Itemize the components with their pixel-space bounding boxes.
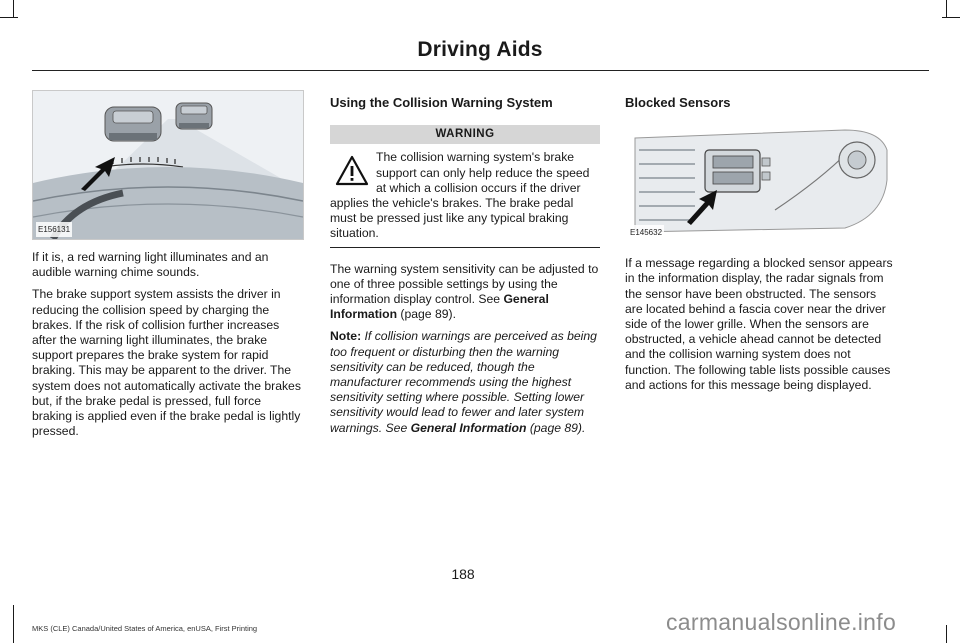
cross-reference-link[interactable]: General Information bbox=[330, 292, 549, 322]
figure-code: E145632 bbox=[628, 225, 664, 240]
note-label: Note: bbox=[330, 329, 362, 344]
crop-mark bbox=[0, 17, 18, 18]
warning-label: WARNING bbox=[330, 125, 600, 144]
crop-mark bbox=[13, 0, 14, 18]
car-icon bbox=[105, 107, 161, 141]
blocked-sensor-figure bbox=[625, 120, 895, 242]
crop-mark bbox=[942, 17, 960, 18]
warning-box bbox=[330, 150, 600, 241]
note: Note: If collision warnings are perceived as being too frequent or disturbing then the warning sensitivity can be reduced, though the manufacturer recommends using the highest sensitivity setting where possible. Setting lower sensitivity would lead to fewer and later system warnings. See General Information (page 89). bbox=[330, 329, 597, 435]
cross-reference-link[interactable]: General Information bbox=[410, 420, 527, 435]
left-column bbox=[32, 90, 302, 446]
paragraph: If a message regarding a blocked sensor appears in the information display, the radar signals from the sensor have been obstructed. The sensors are located behind a fascia cover near the driver side of the lower grille. When the sensors are obstructed, a vehicle ahead cannot be detected and the collision warning system does not function. The following table lists possible causes and actions for this message being displayed. bbox=[625, 256, 893, 392]
section-heading: Using the Collision Warning System bbox=[330, 95, 553, 110]
paragraph: The warning system sensitivity can be adjusted to one of three possible settings by using the information display control. See General Information (page 89). bbox=[330, 261, 599, 322]
section-heading: Blocked Sensors bbox=[625, 95, 731, 110]
warning-text: The collision warning system's brake support can only help reduce the speed at which a collision occurs if the driver applies the vehicle's brakes. The brake pedal must be pressed just like any typical braking situation. bbox=[330, 150, 590, 241]
paragraph: If it is, a red warning light illuminates and an audible warning chime sounds. bbox=[32, 250, 269, 280]
grille-sensor-illustration bbox=[625, 120, 895, 242]
page-title: Driving Aids bbox=[417, 38, 543, 61]
middle-column bbox=[330, 90, 600, 443]
warning-rule bbox=[330, 247, 600, 248]
warning-triangle-icon bbox=[334, 153, 370, 189]
header-rule bbox=[32, 70, 929, 71]
crop-mark bbox=[946, 625, 947, 643]
paragraph: The brake support system assists the driver in reducing the collision speed by charging the brakes. If the risk of collision further increases after the warning light illuminates, the brake support prepares the brake system for rapid braking. This may be apparent to the driver. The system does not automatically activate the brakes but, if the brake pedal is pressed, full force braking is applied even if the brake pedal is lightly pressed. bbox=[32, 287, 301, 439]
dashboard-illustration bbox=[33, 91, 303, 239]
footer-text: MKS (CLE) Canada/United States of America, enUSA, First Printing bbox=[32, 624, 258, 633]
figure-code: E156131 bbox=[36, 222, 72, 237]
radar-sensor-icon bbox=[705, 150, 770, 192]
watermark: carmanualsonline.info bbox=[666, 609, 897, 635]
crop-mark bbox=[946, 0, 947, 18]
crop-mark bbox=[13, 605, 14, 643]
car-icon bbox=[176, 103, 212, 129]
page-number: 188 bbox=[451, 566, 475, 582]
brake-warning-figure bbox=[32, 90, 304, 240]
right-column bbox=[625, 90, 895, 400]
